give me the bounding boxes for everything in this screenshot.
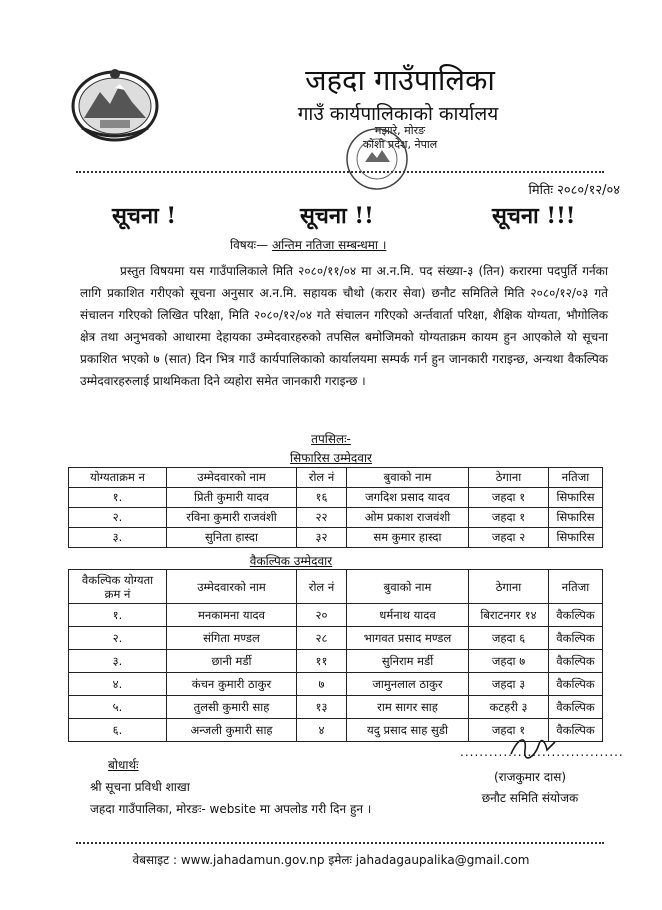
table-cell: ३. <box>69 528 167 548</box>
table-cell: राम सागर साह <box>347 696 469 719</box>
table-cell: १६ <box>297 488 347 508</box>
table-row <box>69 508 603 528</box>
table-cell: वैकल्पिक <box>549 696 603 719</box>
table-cell: भागवत प्रसाद मण्डल <box>347 627 469 650</box>
table-cell: सिफारिस <box>549 528 603 548</box>
table-cell: जहदा १ <box>469 719 549 742</box>
column-header: नतिजा <box>549 468 603 488</box>
column-header: बुवाको नाम <box>347 570 469 604</box>
table-cell: वैकल्पिक <box>549 604 603 627</box>
table-cell: ३२ <box>297 528 347 548</box>
table-cell: सम कुमार हास्दा <box>347 528 469 548</box>
table-cell: सिफारिस <box>549 508 603 528</box>
table-cell: २८ <box>297 627 347 650</box>
table-cell: ११ <box>297 650 347 673</box>
table-cell: २. <box>69 508 167 528</box>
table-cell: ६. <box>69 719 167 742</box>
column-header: बुवाको नाम <box>347 468 469 488</box>
subject-label: विषयः— <box>230 238 269 252</box>
table-cell: सुनिराम मर्डी <box>347 650 469 673</box>
footer-contact: वेबसाइट : www.jahadamun.gov.np इमेलः jahadagaupalika@gmail.com <box>132 853 530 867</box>
table-row <box>69 650 603 673</box>
table-cell: वैकल्पिक <box>549 627 603 650</box>
notice-body: प्रस्तुत विषयमा यस गाउँपालिकाले मिति २०८०/११/०४ मा अ.न.मि. पद संख्या-३ (तिन) करारमा पदपुर्ति गर्नका लागि प्रकाशित गरीएको सूचना अनुसार अ.न.मि. सहायक चौथो (करार सेवा) छनौट समितिले मिति २०८०/१२/०३ गते संचालन गरिएको लिखित परिक्षा, मिति २०८०/१२/०४ गते संचालन गरिएको अर्न्तवार्ता परिक्षा, शैक्षिक योग्यता, भौगोलिक क्षेत्र तथा अनुभवको आधारमा देहायका उम्मेदवारहरुको तपसिल बमोजिमको योग्यताक्रम कायम हुन आएकोले यो सूचना प्रकाशित भएको ७ (सात) दिन भित्र गाउँ कार्यपालिकाको कार्यालयमा सम्पर्क गर्न हुन जानकारी गराइन्छ, अन्यथा वैकल्पिक उम्मेदवारहरुलाई प्राथमिकता दिने व्यहोरा समेत जानकारी गराइन्छ । <box>80 264 608 388</box>
table-cell: वैकल्पिक <box>549 650 603 673</box>
table-cell: रविना कुमारी राजवंशी <box>167 508 297 528</box>
table-cell: २० <box>297 604 347 627</box>
table-cell: प्रिती कुमारी यादव <box>167 488 297 508</box>
table-cell: यदु प्रसाद साह सुडी <box>347 719 469 742</box>
table-row <box>69 528 603 548</box>
table-row <box>69 488 603 508</box>
table-cell: जगदिश प्रसाद यादव <box>347 488 469 508</box>
office-name: जहदा गाउँपालिका <box>305 63 495 97</box>
table-cell: सुनिता हास्दा <box>167 528 297 548</box>
table-cell: ५. <box>69 696 167 719</box>
header-divider <box>76 171 604 173</box>
column-header: रोल नं <box>297 570 347 604</box>
table-cell: कंचन कुमारी ठाकुर <box>167 673 297 696</box>
table-row <box>69 604 603 627</box>
table-cell: बिराटनगर १४ <box>469 604 549 627</box>
table-header-row <box>69 570 603 604</box>
notice-date: मितिः २०८०/१२/०४ <box>528 183 620 198</box>
cc-recipient-2: जहदा गाउँपालिका, मोरङः- website मा अपलोड गरी दिन हुन । <box>90 802 372 816</box>
notice-heading-3: सूचना !!! <box>492 203 576 229</box>
table-cell: १. <box>69 488 167 508</box>
office-stamp-icon <box>332 124 422 194</box>
table-cell: अन्जली कुमारी साह <box>167 719 297 742</box>
table-cell: २२ <box>297 508 347 528</box>
notice-heading-1: सूचना ! <box>112 203 177 229</box>
signature-line: .................................. <box>460 745 624 759</box>
table-cell: जहदा ७ <box>469 650 549 673</box>
table-header-row <box>69 468 603 488</box>
column-header: उम्मेदवारको नाम <box>167 570 297 604</box>
alternate-title: वैकल्पिक उम्मेदवार <box>249 554 333 568</box>
table-cell: १३ <box>297 696 347 719</box>
table-row <box>69 696 603 719</box>
table-cell: जहदा ३ <box>469 673 549 696</box>
recommended-table <box>68 467 603 548</box>
address-line-2: कोशी प्रदेश, नेपाल <box>362 138 438 151</box>
signatory-name: (राजकुमार दास) <box>493 770 567 784</box>
table-cell: कटहरी ३ <box>469 696 549 719</box>
column-header: वैकल्पिक योग्यता क्रम नं <box>69 570 167 604</box>
footer-divider <box>76 842 604 844</box>
table-cell: २. <box>69 627 167 650</box>
table-cell: ३. <box>69 650 167 673</box>
subject-text: अन्तिम नतिजा सम्बन्धमा । <box>271 238 387 252</box>
table-cell: १. <box>69 604 167 627</box>
table-cell: छानी मर्डी <box>167 650 297 673</box>
cc-label: बोधार्थः <box>108 758 139 772</box>
table-cell: ४. <box>69 673 167 696</box>
table-cell: वैकल्पिक <box>549 719 603 742</box>
table-cell: जहदा १ <box>469 488 549 508</box>
office-subtitle: गाउँ कार्यपालिकाको कार्यालय <box>297 103 499 125</box>
column-header: ठेगाना <box>469 570 549 604</box>
signatory-title: छनौट समिति संयोजक <box>481 791 579 805</box>
recommended-title: सिफारिस उम्मेदवार <box>290 451 372 465</box>
column-header: ठेगाना <box>469 468 549 488</box>
column-header: नतिजा <box>549 570 603 604</box>
handwritten-signature-icon <box>505 732 565 762</box>
column-header: उम्मेदवारको नाम <box>167 468 297 488</box>
table-cell: वैकल्पिक <box>549 673 603 696</box>
column-header: रोल नं <box>297 468 347 488</box>
cc-recipient-1: श्री सूचना प्रविधी शाखा <box>90 780 190 794</box>
tapsil-heading: तपसिलः- <box>311 432 351 446</box>
table-cell: तुलसी कुमारी साह <box>167 696 297 719</box>
table-row <box>69 673 603 696</box>
table-cell: धर्मनाथ यादव <box>347 604 469 627</box>
table-cell: ओम प्रकाश राजवंशी <box>347 508 469 528</box>
column-header: योग्यताक्रम न <box>69 468 167 488</box>
table-cell: जहदा ६ <box>469 627 549 650</box>
subject-line <box>230 236 490 253</box>
table-cell: ४ <box>297 719 347 742</box>
table-cell: जहदा २ <box>469 528 549 548</box>
notice-heading-2: सूचना !! <box>300 203 374 229</box>
table-cell: जामुनलाल ठाकुर <box>347 673 469 696</box>
address-line-1: मझारे, मोरङ <box>374 124 426 137</box>
table-cell: संगिता मण्डल <box>167 627 297 650</box>
table-cell: सिफारिस <box>549 488 603 508</box>
table-cell: ७ <box>297 673 347 696</box>
nepal-emblem-icon <box>70 66 160 142</box>
table-row <box>69 627 603 650</box>
table-cell: मनकामना यादव <box>167 604 297 627</box>
alternate-table <box>68 569 603 742</box>
table-cell: जहदा १ <box>469 508 549 528</box>
